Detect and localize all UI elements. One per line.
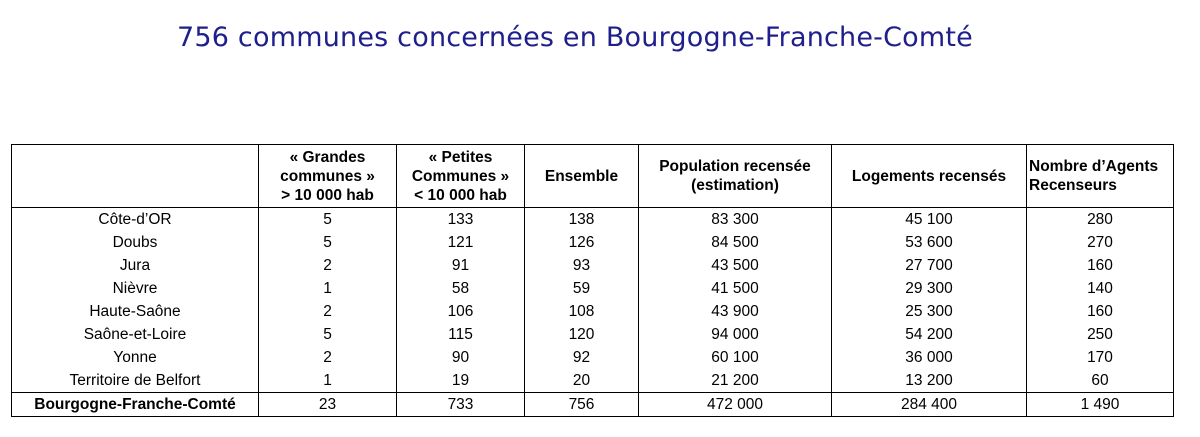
header-population-line1: Population recensée	[659, 158, 811, 175]
header-grandes-communes	[259, 145, 397, 208]
cell-logements: 45 100	[832, 208, 1027, 232]
cell-agents: 280	[1027, 208, 1174, 232]
cell-logements: 27 700	[832, 254, 1027, 277]
cell-agents: 270	[1027, 231, 1174, 254]
cell-population: 83 300	[639, 208, 832, 232]
table-row	[12, 346, 1174, 369]
cell-population: 43 500	[639, 254, 832, 277]
cell-ensemble: 92	[525, 346, 639, 369]
cell-population: 84 500	[639, 231, 832, 254]
cell-logements: 36 000	[832, 346, 1027, 369]
cell-agents: 170	[1027, 346, 1174, 369]
cell-logements: 25 300	[832, 300, 1027, 323]
cell-grandes: 1	[259, 277, 397, 300]
cell-ensemble: 59	[525, 277, 639, 300]
cell-agents: 250	[1027, 323, 1174, 346]
cell-petites: 19	[397, 369, 525, 393]
cell-department: Doubs	[12, 231, 259, 254]
header-petites-line1: « Petites	[428, 148, 493, 166]
cell-petites: 90	[397, 346, 525, 369]
cell-department: Saône-et-Loire	[12, 323, 259, 346]
total-ensemble: 756	[525, 393, 639, 417]
total-logements: 284 400	[832, 393, 1027, 417]
header-petites-line3: < 10 000 hab	[414, 186, 507, 204]
table-row	[12, 300, 1174, 323]
total-department: Bourgogne-Franche-Comté	[12, 393, 259, 417]
cell-ensemble: 20	[525, 369, 639, 393]
header-grandes-line1: « Grandes	[289, 148, 366, 166]
header-logements: Logements recensés	[832, 145, 1027, 208]
cell-petites: 121	[397, 231, 525, 254]
cell-grandes: 2	[259, 254, 397, 277]
cell-petites: 106	[397, 300, 525, 323]
header-agents-line2: Recenseurs	[1029, 177, 1117, 194]
total-petites: 733	[397, 393, 525, 417]
cell-department: Territoire de Belfort	[12, 369, 259, 393]
cell-department: Haute-Saône	[12, 300, 259, 323]
header-grandes-line2: communes »	[280, 167, 375, 185]
table-row	[12, 323, 1174, 346]
cell-petites: 115	[397, 323, 525, 346]
total-grandes: 23	[259, 393, 397, 417]
header-agents-line1: Nombre d’Agents	[1029, 158, 1159, 175]
cell-population: 21 200	[639, 369, 832, 393]
cell-petites: 133	[397, 208, 525, 232]
cell-population: 43 900	[639, 300, 832, 323]
cell-agents: 140	[1027, 277, 1174, 300]
cell-ensemble: 108	[525, 300, 639, 323]
cell-logements: 53 600	[832, 231, 1027, 254]
cell-logements: 13 200	[832, 369, 1027, 393]
cell-grandes: 5	[259, 208, 397, 232]
cell-population: 94 000	[639, 323, 832, 346]
cell-ensemble: 138	[525, 208, 639, 232]
page-title: 756 communes concernées en Bourgogne-Franche-Comté	[177, 22, 973, 53]
cell-logements: 29 300	[832, 277, 1027, 300]
cell-grandes: 1	[259, 369, 397, 393]
table-row	[12, 369, 1174, 393]
table-row	[12, 277, 1174, 300]
cell-department: Jura	[12, 254, 259, 277]
header-population	[639, 145, 832, 208]
cell-petites: 58	[397, 277, 525, 300]
cell-grandes: 5	[259, 323, 397, 346]
cell-population: 60 100	[639, 346, 832, 369]
cell-department: Yonne	[12, 346, 259, 369]
table-row	[12, 254, 1174, 277]
header-petites-communes	[397, 145, 525, 208]
census-table	[11, 144, 1174, 417]
table-row	[12, 231, 1174, 254]
cell-grandes: 2	[259, 300, 397, 323]
header-agents	[1027, 145, 1174, 208]
cell-agents: 160	[1027, 254, 1174, 277]
cell-petites: 91	[397, 254, 525, 277]
cell-ensemble: 93	[525, 254, 639, 277]
header-department	[12, 145, 259, 208]
cell-ensemble: 126	[525, 231, 639, 254]
total-agents: 1 490	[1027, 393, 1174, 417]
cell-population: 41 500	[639, 277, 832, 300]
header-ensemble: Ensemble	[525, 145, 639, 208]
table-total-row	[12, 393, 1174, 417]
cell-agents: 160	[1027, 300, 1174, 323]
cell-department: Côte-d’OR	[12, 208, 259, 232]
cell-grandes: 2	[259, 346, 397, 369]
header-grandes-line3: > 10 000 hab	[281, 186, 374, 204]
header-petites-line2: Communes »	[411, 167, 510, 185]
cell-ensemble: 120	[525, 323, 639, 346]
cell-grandes: 5	[259, 231, 397, 254]
header-population-line2: (estimation)	[691, 177, 779, 194]
cell-agents: 60	[1027, 369, 1174, 393]
table-header-row	[12, 145, 1174, 208]
total-population: 472 000	[639, 393, 832, 417]
cell-department: Nièvre	[12, 277, 259, 300]
table-row	[12, 208, 1174, 232]
cell-logements: 54 200	[832, 323, 1027, 346]
